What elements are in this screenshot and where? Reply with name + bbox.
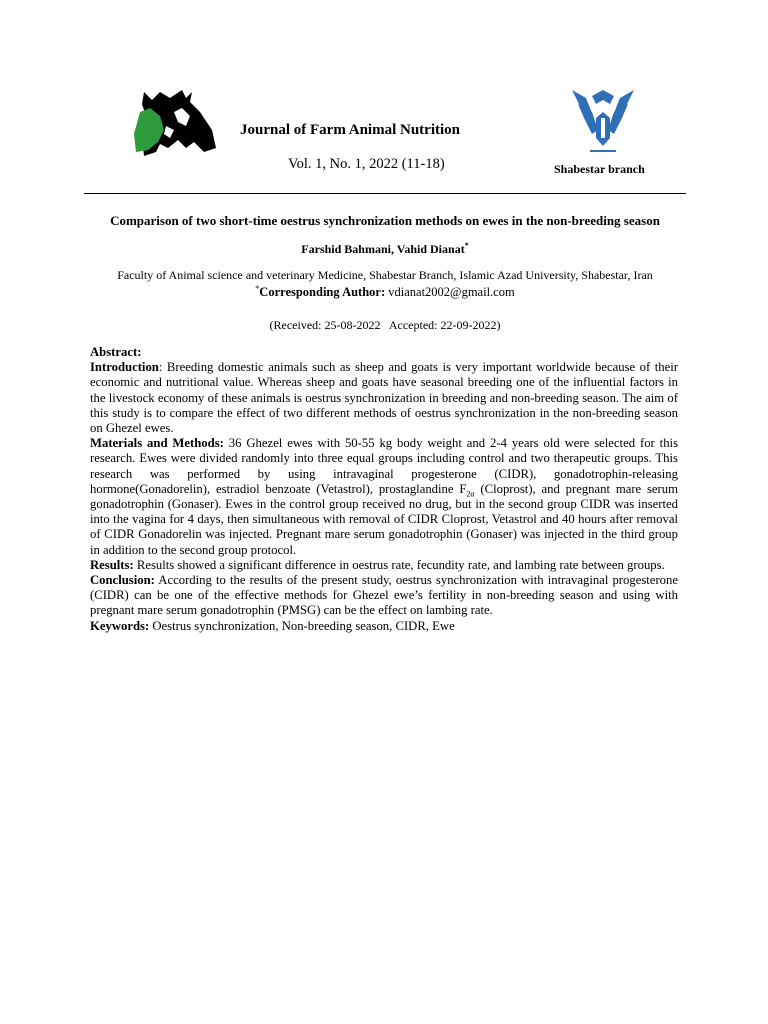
article-title: Comparison of two short-time oestrus synchronization methods on ewes in the non-breeding season — [110, 213, 660, 228]
abstract-methods — [90, 436, 678, 558]
affiliation: Faculty of Animal science and veterinary Medicine, Shabestar Branch, Islamic Azad University, Shabestar, Iran — [117, 268, 653, 282]
abstract-section — [90, 345, 678, 634]
header-divider — [84, 193, 686, 194]
author-mark: * — [464, 241, 469, 250]
corresponding-email: vdianat2002@gmail.com — [388, 285, 515, 299]
methods-subscript: 2α — [466, 489, 475, 499]
results-text: Results showed a significant difference in oestrus rate, fecundity rate, and lambing rate between groups. — [133, 557, 665, 572]
corresponding-label: Corresponding Author: — [259, 285, 386, 299]
introduction-label: Introduction — [90, 360, 159, 375]
keywords-text: Oestrus synchronization, Non-breeding season, CIDR, Ewe — [149, 618, 455, 633]
abstract-conclusion — [90, 573, 678, 619]
volume-info: Vol. 1, No. 1, 2022 (11-18) — [288, 156, 445, 172]
abstract-keywords — [90, 619, 678, 634]
keywords-label: Keywords: — [90, 618, 150, 633]
animal-heads-logo-icon — [130, 86, 220, 158]
conclusion-label: Conclusion: — [90, 573, 155, 588]
methods-text-1: 36 Ghezel ewes with 50-55 kg body weight and 2-4 years old were selected for this research. Ewes were divided randomly into three equal groups including control and two therapeutic groups. This research was performed by using intravaginal progesterone (CIDR), gonadotrophin-releasing hormone(Gonadorelin), estradiol benzoate (Vetastrol), prostaglandine F — [90, 436, 679, 496]
branch-label: Shabestar branch — [554, 162, 645, 176]
abstract-introduction — [90, 360, 678, 436]
university-emblem-icon — [570, 88, 636, 160]
methods-text-2: (Cloprost), and pregnant mare serum gonadotrophin (Gonaser). Ewes in the control group received no drug, but in the second group CIDR was inserted into the vagina for 4 days, then simultaneous with removal of CIDR Cloprost, Vetastrol and 40 hours after removal of CIDR Gonadorelin was injected. Pregnant mare serum gonadotrophin (Gonaser) was injected in the third group in addition to the second group protocol. — [90, 481, 678, 557]
abstract-results — [90, 558, 678, 573]
abstract-heading: Abstract: — [90, 345, 142, 359]
corresponding-author — [84, 285, 686, 300]
authors: Farshid Bahmani, Vahid Dianat — [301, 242, 465, 256]
results-label: Results: — [90, 557, 134, 572]
received-accepted-dates: (Received: 25-08-2022 Accepted: 22-09-2022) — [269, 318, 501, 332]
journal-name: Journal of Farm Animal Nutrition — [240, 122, 460, 138]
introduction-text: : Breeding domestic animals such as sheep and goats is very important worldwide because of their economic and nutritional value. Whereas sheep and goats have seasonal breeding one of the influential factors in the livestock economy of these animals is oestrus synchronization in breeding and non-breeding season. The aim of this study is to compare the effect of two different methods of oestrus synchronization in the non-breeding season on Ghezel ewes. — [90, 360, 678, 436]
conclusion-text: According to the results of the present study, oestrus synchronization with intravaginal progesterone (CIDR) can be one of the effective methods for Ghezel ewe’s fertility in non-breeding season and using with pregnant mare serum gonadotrophin (PMSG) can be the effect on lambing rate. — [90, 573, 678, 618]
corresponding-mark: * — [255, 283, 260, 293]
methods-label: Materials and Methods: — [90, 436, 224, 451]
authors-line — [84, 242, 686, 257]
